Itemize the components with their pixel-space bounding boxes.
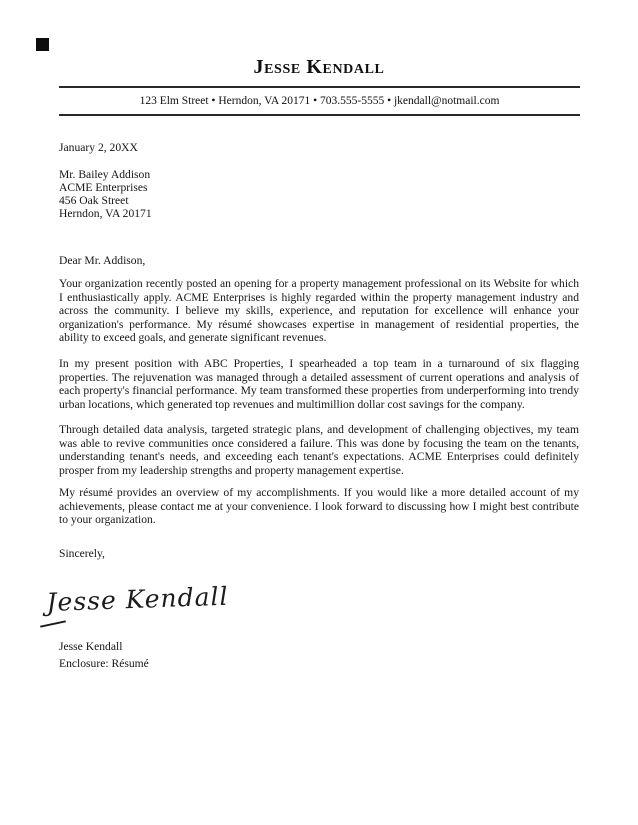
letterhead-rule-top: [59, 86, 580, 88]
recipient-line-street: 456 Oak Street: [59, 194, 129, 207]
body-paragraph-3: Through detailed data analysis, targeted strategic plans, and development of challenging objectives, my team was able to revive communities once considered a failure. This was done by focusing the team on the tenants, understanding tenant's needs, and exceeding each tenant's expectations. ACME Enterprises could definitely prosper from my leadership strengths and property management expertise.: [59, 423, 579, 477]
letterhead-contact: 123 Elm Street • Herndon, VA 20171 • 703.555-5555 • jkendall@notmail.com: [139, 95, 500, 107]
signature-flourish: [40, 620, 66, 627]
closing-salutation: Sincerely,: [59, 547, 105, 560]
salutation: Dear Mr. Addison,: [59, 254, 146, 267]
body-paragraph-2: In my present position with ABC Properties, I spearheaded a top team in a turnaround of six flagging properties. The rejuvenation was managed through a detailed assessment of current operations and analysis of each property's financial performance. My team transformed these properties from underperforming into trendy urban locations, which generated top revenues and multimillion dollar cost savings for the company.: [59, 357, 579, 411]
body-paragraph-1: Your organization recently posted an opening for a property management professional on its Website for which I enthusiastically apply. ACME Enterprises is highly regarded within the property management industry and across the community. I believe my skills, experience, and reputation for excellence will enhance your organization's performance. My résumé showcases expertise in management of residential properties, the ability to exceed goals, and generate significant revenues.: [59, 277, 579, 344]
letterhead-rule-bottom: [59, 114, 580, 116]
letterhead-name: Jesse Kendall: [253, 56, 385, 78]
body-paragraph-4: My résumé provides an overview of my accomplishments. If you would like a more detailed account of my achievements, please contact me at your convenience. I look forward to discussing how I might best contribute to your organization.: [59, 486, 579, 526]
enclosure-line: Enclosure: Résumé: [59, 657, 149, 670]
typed-name: Jesse Kendall: [59, 640, 123, 653]
recipient-line-company: ACME Enterprises: [59, 181, 148, 194]
recipient-address: [59, 168, 579, 220]
scan-artifact-square: [36, 38, 49, 51]
recipient-line-city: Herndon, VA 20171: [59, 207, 152, 220]
date-line: January 2, 20XX: [59, 141, 138, 154]
handwritten-signature: Jesse Kendall: [45, 581, 229, 617]
recipient-line-name: Mr. Bailey Addison: [59, 168, 151, 181]
